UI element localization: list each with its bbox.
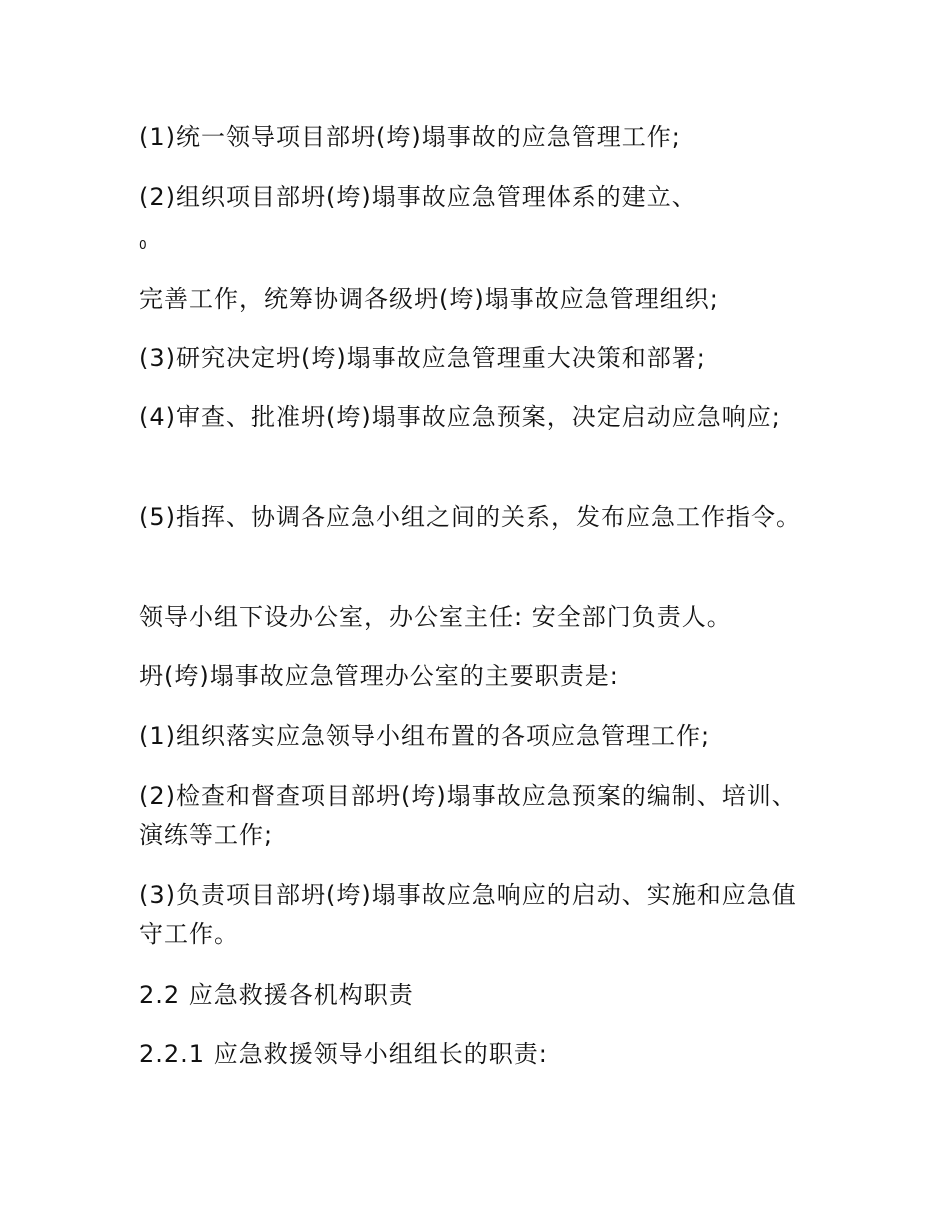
paragraph-leader-duty-1: (1)统一领导项目部坍(垮)塌事故的应急管理工作; [139, 123, 681, 151]
stray-mark: 0 [139, 238, 147, 252]
paragraph-leader-duty-5: (5)指挥、协调各应急小组之间的关系，发布应急工作指令。 [139, 503, 801, 531]
paragraph-office-duty-1: (1)组织落实应急领导小组布置的各项应急管理工作; [139, 722, 711, 750]
paragraph-leader-duty-2-cont: 完善工作，统筹协调各级坍(垮)塌事故应急管理组织; [139, 285, 719, 313]
paragraph-leader-duty-3: (3)研究决定坍(垮)塌事故应急管理重大决策和部署; [139, 344, 706, 372]
paragraph-office-duty-3: (3)负责项目部坍(垮)塌事故应急响应的启动、实施和应急值守工作。 [139, 881, 797, 948]
section-heading-2-2: 2.2 应急救援各机构职责 [139, 981, 414, 1009]
paragraph-leader-duty-4: (4)审查、批准坍(垮)塌事故应急预案，决定启动应急响应; [139, 403, 781, 431]
paragraph-office-duty-2: (2)检查和督查项目部坍(垮)塌事故应急预案的编制、培训、演练等工作; [139, 782, 797, 849]
paragraph-leader-duty-2: (2)组织项目部坍(垮)塌事故应急管理体系的建立、 [139, 183, 697, 211]
paragraph-office-setup: 领导小组下设办公室，办公室主任: 安全部门负责人。 [139, 603, 732, 631]
paragraph-office-duties-intro: 坍(垮)塌事故应急管理办公室的主要职责是: [139, 662, 619, 690]
section-heading-2-2-1: 2.2.1 应急救援领导小组组长的职责: [139, 1040, 548, 1068]
